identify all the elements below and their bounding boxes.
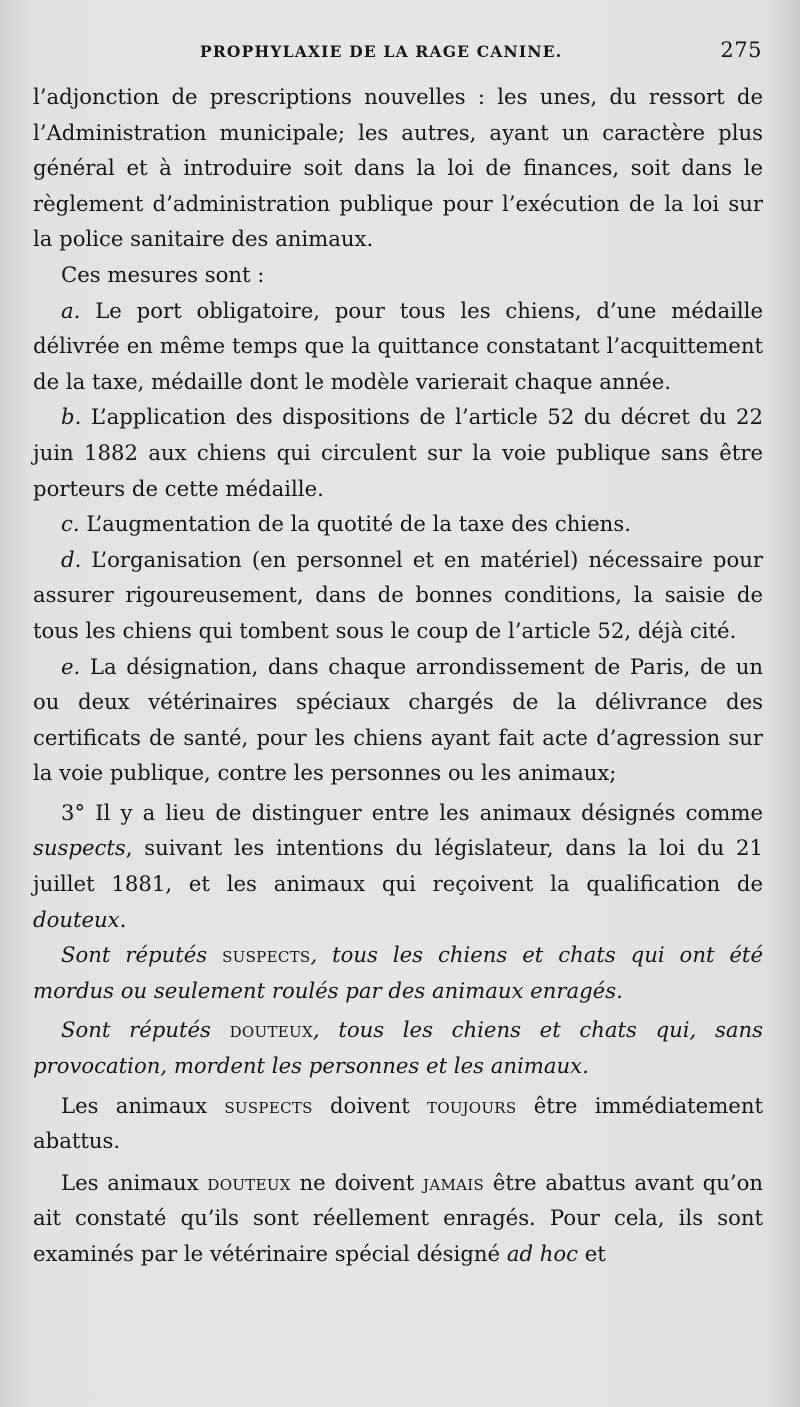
item-label: a. [61,297,81,323]
paragraph-douteux-rule: Les animaux douteux ne doivent jamais être abattus avant qu’on ait constaté qu’ils sont réellement enragés. Pour cela, ils sont examinés par le vétérinaire spécial désigné ad hoc et [33,1169,764,1266]
paragraph-intro: l’adjonction de prescriptions nouvelles : les unes, du ressort de l’Administration municipale; les autres, ayant un caractère plus général et à introduire soit dans la loi de finances, soit dans le règlement d’administration publique pour l’exécution de la loi sur la police sanitaire des animaux. [33,84,763,252]
item-label: d. [61,546,82,572]
page-body [33,79,763,1272]
list-item-b [33,399,763,506]
paragraph-suspects-definition: Sont réputés suspects, tous les chiens et chats qui ont été mordus ou seulement roulés par des animaux enragés. [33,942,763,1003]
paragraph-measures-lead: Ces mesures sont : [61,261,265,287]
item-text: L’organisation (en personnel et en matériel) nécessaire pour assurer rigoureusement, dans de bonnes conditions, la saisie de tous les chiens qui tombent sous le coup de l’article 52, déjà cité. [33,546,763,643]
item-text: La désignation, dans chaque arrondissement de Paris, de un ou deux vétérinaires spéciaux chargés de la délivrance des certificats de santé, pour les chiens ayant fait acte d’agression sur la voie publique, contre les personnes ou les animaux; [33,653,763,786]
list-item-c [33,506,763,542]
item-text: L’augmentation de la quotité de la taxe des chiens. [86,511,631,537]
page-number: 275 [720,38,762,62]
list-item-e [33,649,763,791]
paragraph-point-3: 3° Il y a lieu de distinguer entre les animaux désignés comme suspects, suivant les intentions du législateur, dans la loi du 21 juillet 1881, et les animaux qui reçoivent la qualification de douteux. [33,799,763,932]
paragraph-douteux-definition: Sont réputés douteux, tous les chiens et chats qui, sans provocation, mordent les personnes et les animaux. [33,1017,763,1079]
running-title: PROPHYLAXIE DE LA RAGE CANINE. [200,42,563,61]
list-item-d [33,542,763,649]
list-item-a [33,293,763,400]
item-text: L’application des dispositions de l’article 52 du décret du 22 juin 1882 aux chiens qui circulent sur la voie publique sans être porteurs de cette médaille. [33,404,763,501]
item-label: e. [61,653,81,679]
running-header [200,38,762,62]
item-text: Le port obligatoire, pour tous les chiens, d’une médaille délivrée en même temps que la quittance constatant l’acquittement de la taxe, médaille dont le modèle varierait chaque année. [33,297,763,394]
item-label: c. [61,511,80,537]
item-label: b. [61,404,82,430]
paragraph-suspects-rule: Les animaux suspects doivent toujours être immédiatement abattus. [33,1092,764,1154]
